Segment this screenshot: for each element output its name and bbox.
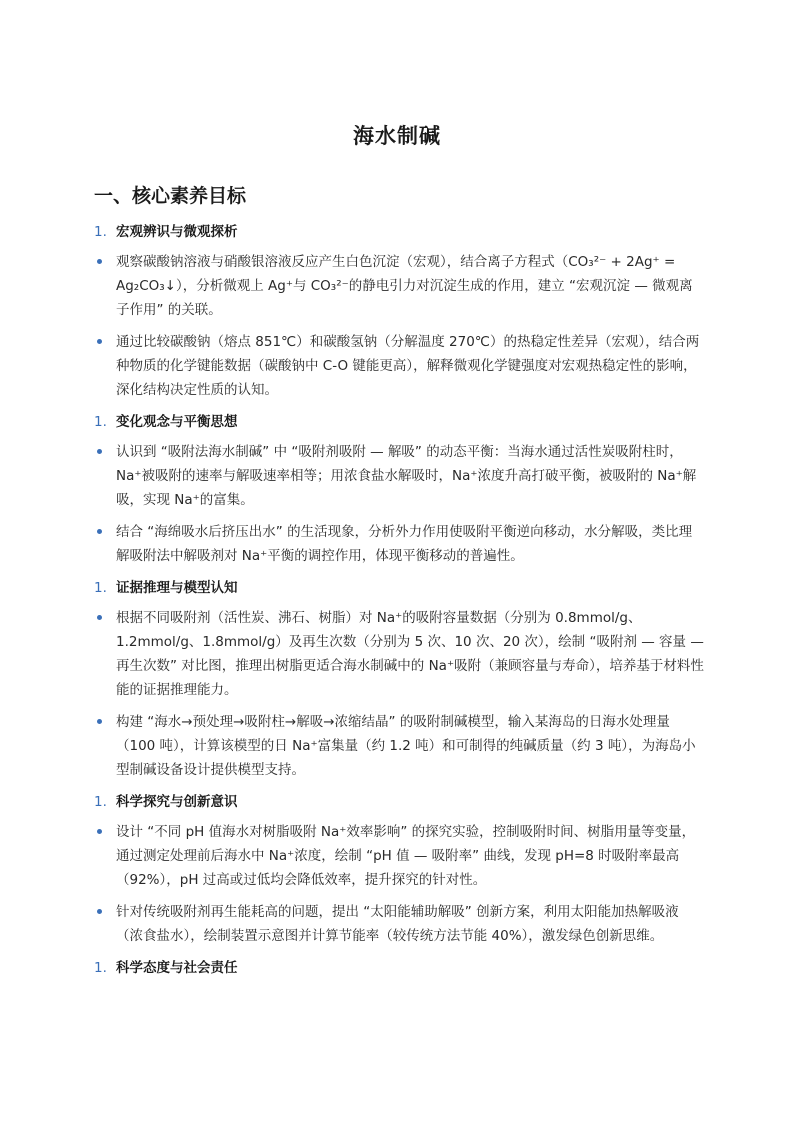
goal-title <box>94 956 704 980</box>
goal-attitude-responsibility <box>94 956 704 980</box>
list-item <box>94 520 704 568</box>
goal-number: 1. <box>94 580 107 596</box>
list-item-text: 观察碳酸钠溶液与硝酸银溶液反应产生白色沉淀（宏观），结合离子方程式（CO₃²⁻ + 2Ag⁺ = Ag₂CO₃↓），分析微观上 Ag⁺与 CO₃²⁻的静电引力对沉淀生成的作用，建立 “宏观沉淀 — 微观离子作用” 的关联。 <box>116 254 693 318</box>
goal-bullets <box>94 820 704 948</box>
goal-bullets <box>94 606 704 782</box>
goal-number: 1. <box>94 224 107 240</box>
goal-title <box>94 410 704 434</box>
list-item-text: 设计 “不同 pH 值海水对树脂吸附 Na⁺效率影响” 的探究实验，控制吸附时间、树脂用量等变量，通过测定处理前后海水中 Na⁺浓度，绘制 “pH 值 — 吸附率” 曲线，发现 pH=8 时吸附率最高（92%），pH 过高或过低均会降低效率，提升探究的针对性。 <box>116 824 696 888</box>
bullet-icon <box>97 449 102 454</box>
list-item <box>94 710 704 782</box>
list-item <box>94 820 704 892</box>
goal-title-text: 科学态度与社会责任 <box>116 960 238 976</box>
list-item <box>94 250 704 322</box>
goal-evidence-model <box>94 576 704 782</box>
list-item-text: 通过比较碳酸钠（熔点 851℃）和碳酸氢钠（分解温度 270℃）的热稳定性差异（宏观），结合两种物质的化学键能数据（碳酸钠中 C-O 键能更高），解释微观化学键强度对宏观热稳定性的影响，深化结构决定性质的认知。 <box>116 334 700 398</box>
section-heading: 一、核心素养目标 <box>94 185 247 207</box>
goal-title-text: 变化观念与平衡思想 <box>116 414 238 430</box>
goal-macro-micro <box>94 220 704 402</box>
goal-bullets <box>94 250 704 402</box>
goal-title-text: 宏观辨识与微观探析 <box>116 224 238 240</box>
goal-inquiry-innovation <box>94 790 704 948</box>
bullet-icon <box>97 259 102 264</box>
goal-change-equilibrium <box>94 410 704 568</box>
bullet-icon <box>97 909 102 914</box>
goal-number: 1. <box>94 794 107 810</box>
goal-title <box>94 790 704 814</box>
list-item <box>94 440 704 512</box>
goal-number: 1. <box>94 414 107 430</box>
bullet-icon <box>97 529 102 534</box>
list-item-text: 认识到 “吸附法海水制碱” 中 “吸附剂吸附 — 解吸” 的动态平衡：当海水通过活性炭吸附柱时，Na⁺被吸附的速率与解吸速率相等；用浓食盐水解吸时，Na⁺浓度升高打破平衡，被吸附的 Na⁺解吸，实现 Na⁺的富集。 <box>116 444 697 508</box>
goal-number: 1. <box>94 960 107 976</box>
document-title: 海水制碱 <box>353 124 441 148</box>
goal-title <box>94 220 704 244</box>
list-item-text: 针对传统吸附剂再生能耗高的问题，提出 “太阳能辅助解吸” 创新方案，利用太阳能加热解吸液（浓食盐水），绘制装置示意图并计算节能率（较传统方法节能 40%），激发绿色创新思维。 <box>116 904 679 944</box>
goal-title-text: 科学探究与创新意识 <box>116 794 238 810</box>
list-item-text: 构建 “海水→预处理→吸附柱→解吸→浓缩结晶” 的吸附制碱模型，输入某海岛的日海水处理量（100 吨），计算该模型的日 Na⁺富集量（约 1.2 吨）和可制得的纯碱质量（约 3 吨），为海岛小型制碱设备设计提供模型支持。 <box>116 714 696 778</box>
bullet-icon <box>97 615 102 620</box>
bullet-icon <box>97 829 102 834</box>
list-item <box>94 606 704 702</box>
list-item-text: 结合 “海绵吸水后挤压出水” 的生活现象，分析外力作用使吸附平衡逆向移动，水分解吸，类比理解吸附法中解吸剂对 Na⁺平衡的调控作用，体现平衡移动的普遍性。 <box>116 524 693 564</box>
goal-title <box>94 576 704 600</box>
bullet-icon <box>97 339 102 344</box>
list-item <box>94 330 704 402</box>
goal-title-text: 证据推理与模型认知 <box>116 580 238 596</box>
list-item-text: 根据不同吸附剂（活性炭、沸石、树脂）对 Na⁺的吸附容量数据（分别为 0.8mmol/g、1.2mmol/g、1.8mmol/g）及再生次数（分别为 5 次、10 次、20 次），绘制 “吸附剂 — 容量 — 再生次数” 对比图，推理出树脂更适合海水制碱中的 Na⁺吸附（兼顾容量与寿命），培养基于材料性能的证据推理能力。 <box>116 610 704 698</box>
list-item <box>94 900 704 948</box>
goal-bullets <box>94 440 704 568</box>
goals-list <box>94 220 704 986</box>
bullet-icon <box>97 719 102 724</box>
